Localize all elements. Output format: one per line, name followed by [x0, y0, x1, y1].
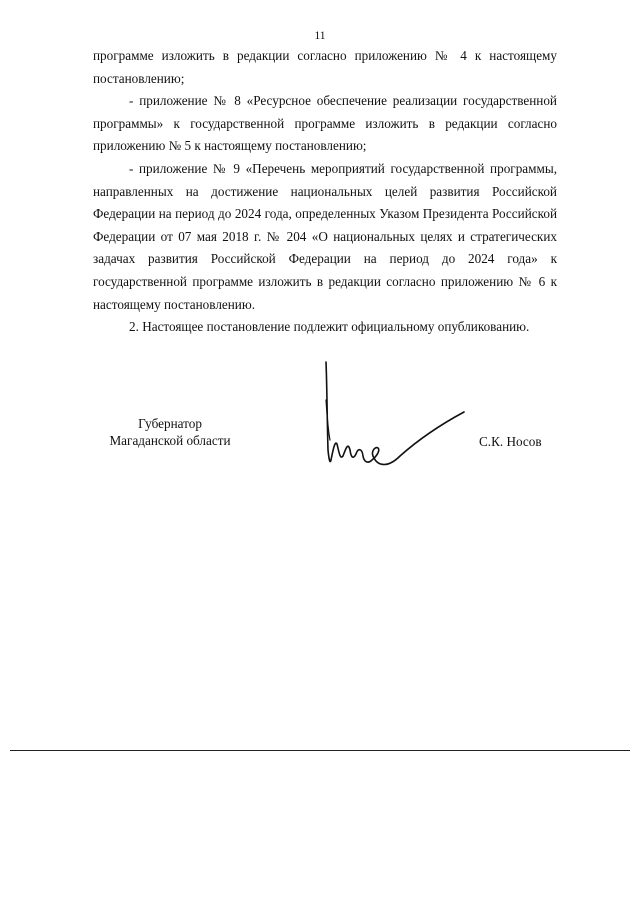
document-body [93, 45, 557, 339]
bottom-divider [10, 750, 630, 751]
handwritten-signature [318, 360, 468, 485]
signer-name: С.К. Носов [479, 434, 542, 449]
signer-title [95, 415, 245, 449]
paragraph-publication: 2. Настоящее постановление подлежит официальному опубликованию. [129, 319, 530, 335]
paragraph-appendix-8: - приложение № 8 «Ресурсное обеспечение реализации государственной программы» к государственной программе изложить в редакции согласно приложению № 5 к настоящему постановлению; [93, 93, 557, 154]
page-number: 11 [314, 30, 326, 42]
signer-title-line2: Магаданской области [109, 433, 231, 448]
signer-title-line1: Губернатор [138, 416, 202, 431]
paragraph-appendix-9: - приложение № 9 «Перечень мероприятий государственной программы, направленных на достижение национальных целей развития Российской Федерации на период до 2024 года, определенных Указом Президента Российской Федерации от 07 мая 2018 г. № 204 «О национальных целях и стратегических задачах развития Российской Федерации на период до 2024 года» к государственной программе изложить в редакции согласно приложению № 6 к настоящему постановлению. [93, 160, 557, 312]
paragraph-continuation: программе изложить в редакции согласно приложению № 4 к настоящему постановлению; [93, 48, 557, 86]
